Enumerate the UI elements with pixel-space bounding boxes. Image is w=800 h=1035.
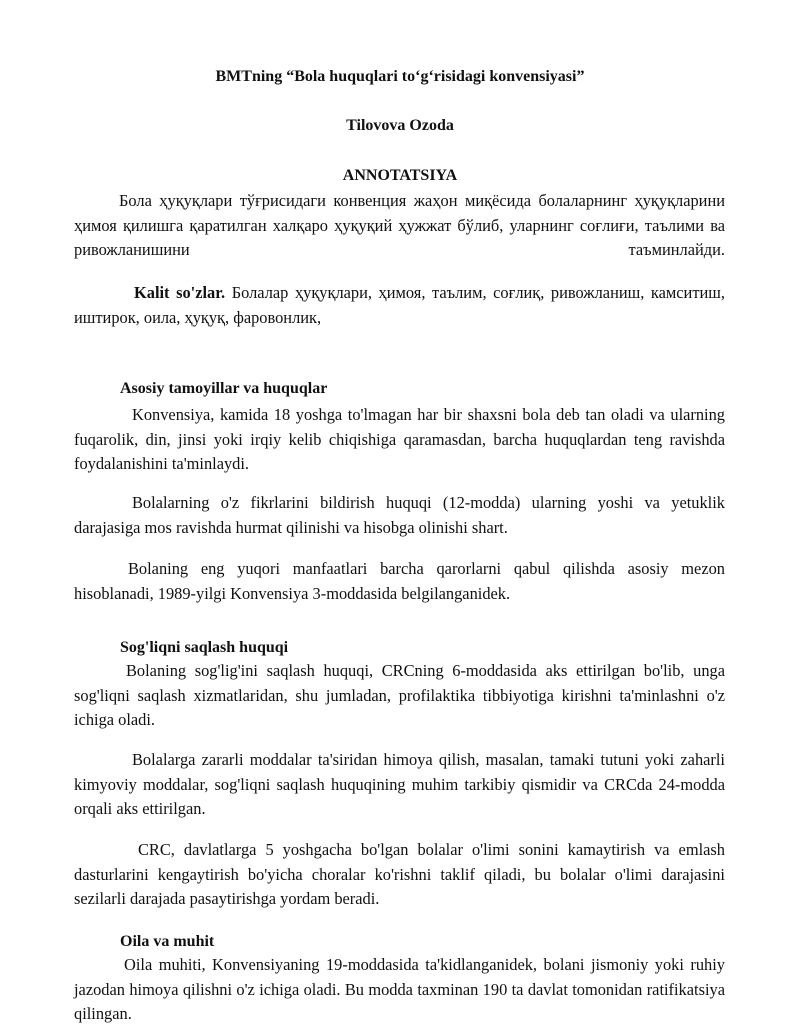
section-paragraph: Bolalarga zararli moddalar ta'siridan himoya qilish, masalan, tamaki tutuni yoki zaharli kimyoviy moddalar, sog'liqni saqlash huquqining muhim tarkibiy qismidir va CRCda 24-modda orqali aks ettirilgan. <box>74 750 725 818</box>
section-paragraph: Bolalarning o'z fikrlarini bildirish huquqi (12-modda) ularning yoshi va yetuklik darajasiga mos ravishda hurmat qilinishi va hisobga olinishi shart. <box>74 493 725 537</box>
section-heading: Sog'liqni saqlash huquqi <box>120 639 289 656</box>
keywords-text: Болалар ҳуқуқлари, ҳимоя, таълим, соғлиқ, ривожланиш, камситиш, иштирок, оила, ҳуқуқ, фаровонлик, <box>74 283 725 327</box>
section-paragraph: Bolaning sog'lig'ini saqlash huquqi, CRCning 6-moddasida aks ettirilgan bo'lib, unga sog'liqni saqlash xizmatlaridan, shu jumladan, profilaktika tibbiyotiga kirishni ta'minlashni o'z ichiga oladi. <box>74 661 725 729</box>
section-paragraph: Oila muhiti, Konvensiyaning 19-moddasida ta'kidlanganidek, bolani jismoniy yoki ruhiy jazodan himoya qilishni o'z ichiga oladi. Bu modda taxminan 190 ta davlat tomonidan ratifikatsiya qilingan. <box>74 955 725 1023</box>
document-title: BMTning “Bola huquqlari to‘g‘risidagi konvensiyasi” <box>215 68 585 85</box>
keywords-paragraph <box>74 281 725 330</box>
section-heading: Asosiy tamoyillar va huquqlar <box>120 380 328 397</box>
section-paragraph: Bolaning eng yuqori manfaatlari barcha qarorlarni qabul qilishda asosiy mezon hisoblanadi, 1989-yilgi Konvensiya 3-moddasida belgilanganidek. <box>74 559 725 603</box>
annotation-heading: ANNOTATSIYA <box>342 167 458 184</box>
section-heading: Oila va muhit <box>120 933 215 950</box>
annotation-paragraph: Бола ҳуқуқлари тўғрисидаги конвенция жаҳон миқёсида болаларнинг ҳуқуқларини ҳимоя қилишга қаратилган халқаро ҳуқуқий ҳужжат бўлиб, уларнинг соғлиғи, таълими ва ривожланишини таъминлайди. <box>74 191 725 259</box>
section-paragraph: Konvensiya, kamida 18 yoshga to'lmagan har bir shaxsni bola deb tan oladi va ularning fuqarolik, din, jinsi yoki irqiy kelib chiqishiga qaramasdan, barcha huquqlardan teng ravishda foydalanishini ta'minlaydi. <box>74 405 725 473</box>
author-name: Tilovova Ozoda <box>346 117 454 134</box>
section-paragraph: CRC, davlatlarga 5 yoshgacha bo'lgan bolalar o'limi sonini kamaytirish va emlash dasturlarini kengaytirish bo'yicha choralar ko'rishni taklif qiladi, bu bolalar o'limi darajasini sezilarli darajada pasaytirishga yordam beradi. <box>74 840 725 908</box>
keywords-label: Kalit so'zlar. <box>134 283 226 302</box>
